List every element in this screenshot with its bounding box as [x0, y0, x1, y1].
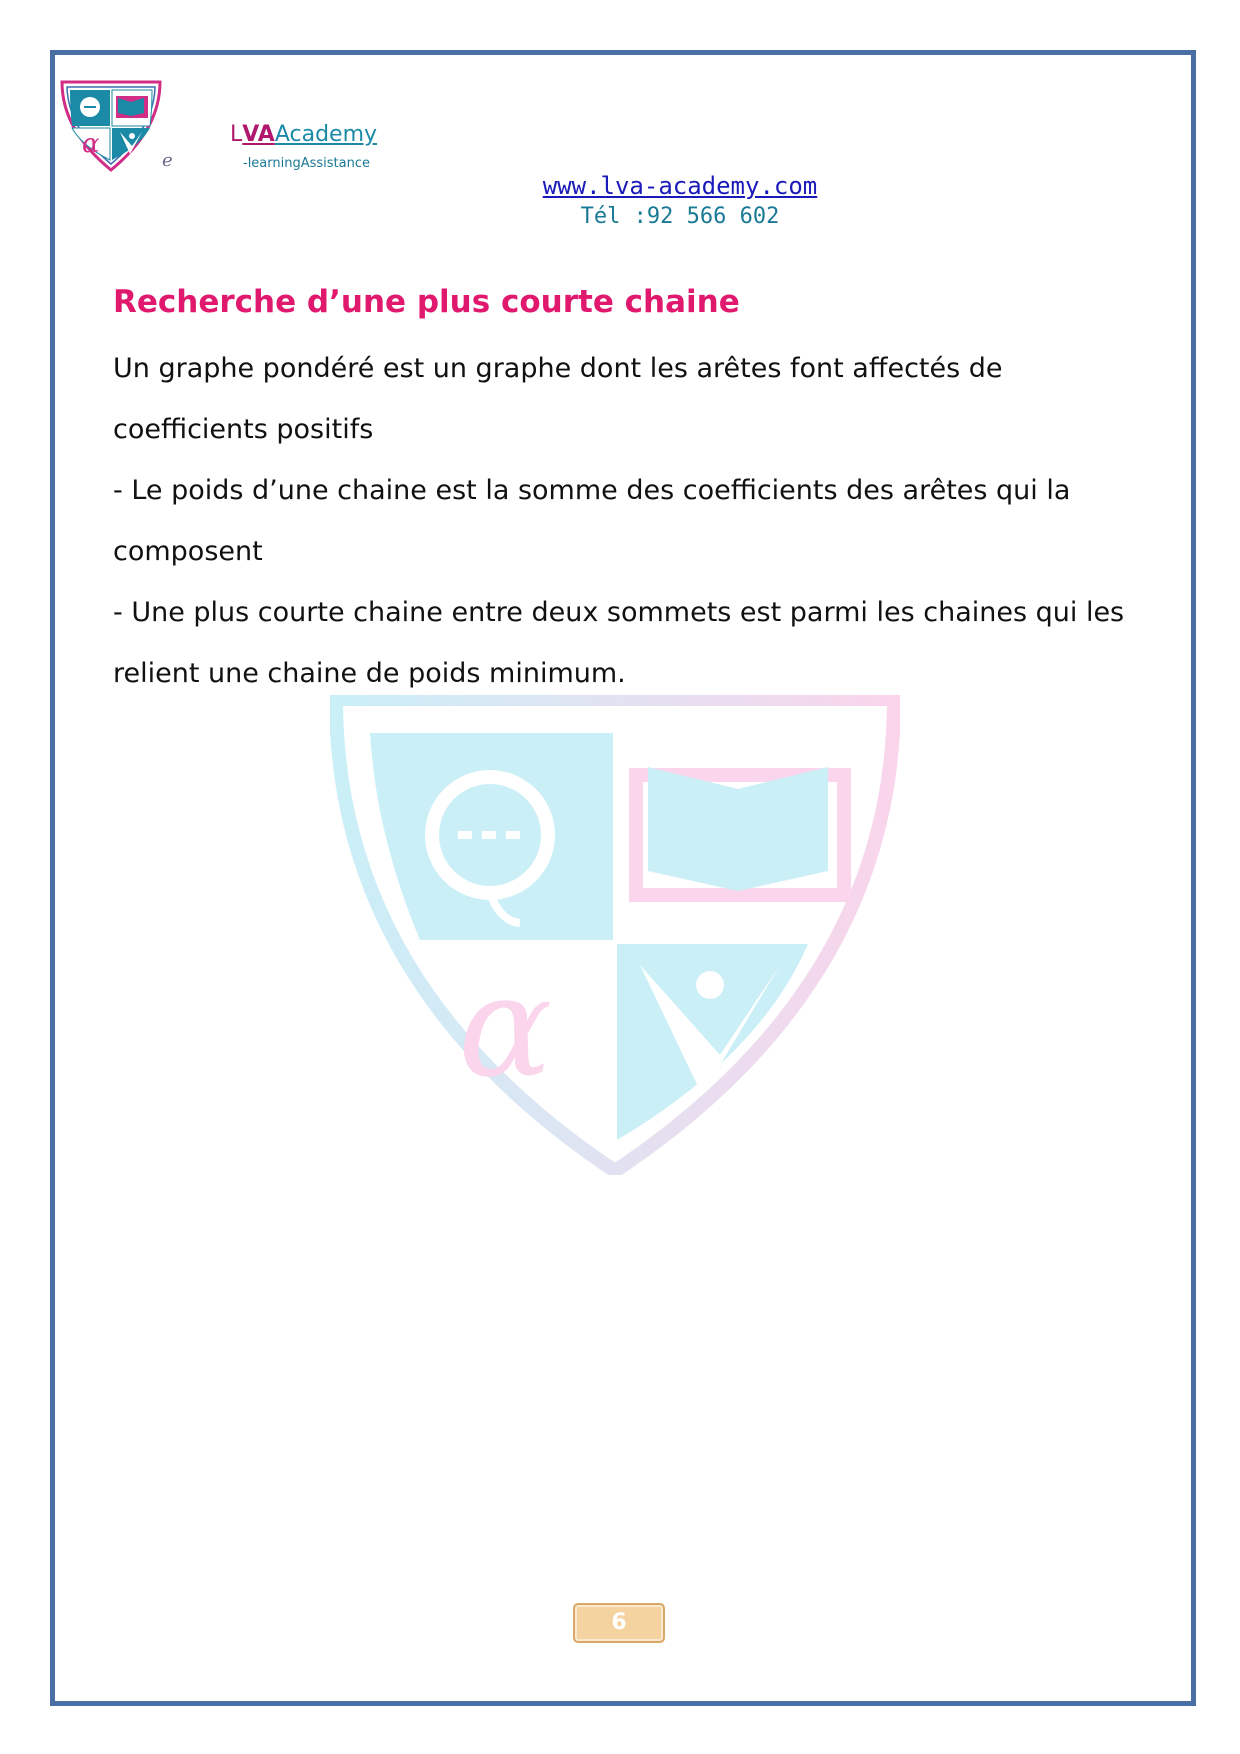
phone-number: Tél :92 566 602 [580, 204, 780, 229]
alpha-icon: α [458, 946, 553, 1109]
paragraph-definition: Un graphe pondéré est un graphe dont les arêtes font affectés de coefficients positifs [113, 353, 1003, 445]
website-link[interactable]: www.lva-academy.com [542, 172, 818, 200]
paragraph-weight: - Le poids d’une chaine est la somme des coefficients des arêtes qui la composent [113, 475, 1071, 567]
section-heading: Recherche d’une plus courte chaine [113, 284, 740, 320]
brand-academy: Academy [274, 122, 378, 147]
shield-logo-icon [58, 80, 164, 172]
paragraph-shortest-chain: - Une plus courte chaine entre deux sommets est parmi les chaines qui les relient une chaine de poids minimum. [113, 597, 1125, 689]
logo-e-mark: e [162, 150, 173, 171]
svg-text:α: α [82, 129, 100, 159]
main-content [113, 280, 1133, 704]
watermark-logo-icon [330, 695, 900, 1175]
page-number-badge: 6 [573, 1603, 665, 1643]
brand-l: L [230, 122, 243, 147]
brand-tagline: -learningAssistance [243, 156, 370, 171]
brand-name [230, 122, 377, 148]
brand-va: VA [242, 122, 275, 147]
